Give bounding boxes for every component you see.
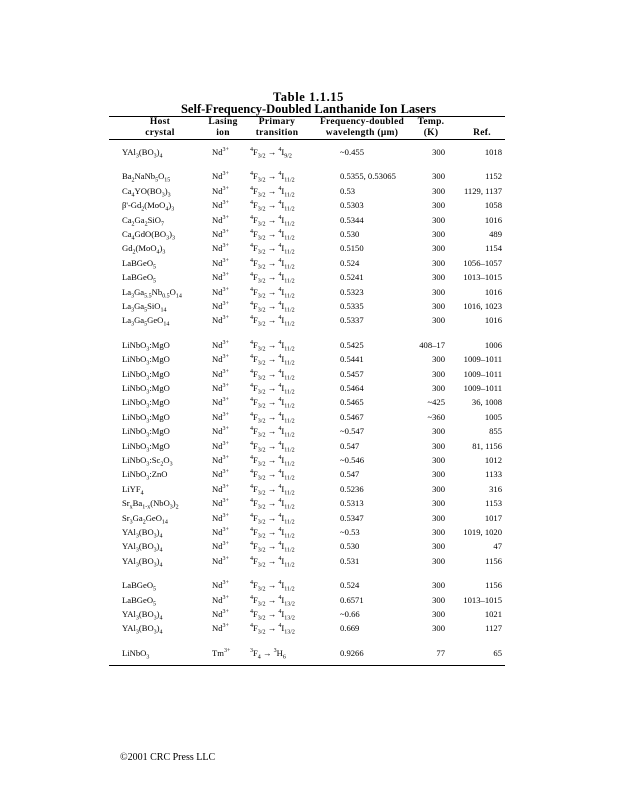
cell-transition: $^4F_{3/2} \to ^4I_{11/2}$ xyxy=(250,455,295,468)
cell-temp: 300 xyxy=(432,229,445,239)
cell-host: LiNbO$_3$:MgO xyxy=(122,368,170,382)
table-title: Self-Frequency-Doubled Lanthanide Ion Lasers xyxy=(180,102,436,116)
cell-host: $YAl_3(BO_3)_4$ xyxy=(122,541,163,555)
cell-wavelength: 0.524 xyxy=(340,580,360,591)
cell-ion: $Nd^{3+}$ xyxy=(212,368,229,379)
table-row xyxy=(0,468,617,483)
cell-wavelength: 0.5344 xyxy=(340,214,364,225)
table-row xyxy=(0,440,617,452)
cell-ion: $Nd^{3+}$ xyxy=(212,286,229,297)
cell-host: $YAl_3(BO_3)_4$ xyxy=(122,609,163,622)
cell-transition: $^4F_{3/2} \to ^4I_{11/2}$ xyxy=(250,580,295,593)
cell-ion: $Nd^{3+}$ xyxy=(212,455,229,465)
table-row xyxy=(0,228,617,240)
cell-wavelength: 0.5355, 0.53065 xyxy=(340,171,396,182)
cell-ion: $Nd^{3+}$ xyxy=(212,214,229,225)
cell-ref: 1156 xyxy=(485,580,502,591)
cell-transition: $^4F_{3/2} \to ^4I_{11/2}$ xyxy=(250,354,295,367)
cell-temp: 300 xyxy=(432,426,445,437)
cell-host: $Ca_4GdO(BO_3)_3$ xyxy=(122,229,175,242)
cell-temp: 300 xyxy=(432,147,445,157)
table-row xyxy=(0,146,617,158)
cell-ref: 1016, 1023 xyxy=(463,301,502,311)
cell-ref: 1016 xyxy=(484,214,502,225)
cell-transition: $^4F_{3/2} \to ^4I_{11/2}$ xyxy=(250,426,295,439)
cell-wavelength: 0.547 xyxy=(340,440,360,451)
cell-transition: $^4F_{3/2} \to ^4I_{11/2}$ xyxy=(250,171,295,185)
cell-temp: 300 xyxy=(432,541,445,552)
cell-wavelength: 0.5313 xyxy=(340,498,364,509)
cell-wavelength: 0.669 xyxy=(340,623,360,634)
cell-temp: 300 xyxy=(432,594,445,605)
cell-temp: 300 xyxy=(432,257,445,268)
cell-ref: 1017 xyxy=(484,512,502,523)
table-row xyxy=(0,594,617,606)
cell-ref: 1154 xyxy=(485,243,502,254)
cell-temp: 300 xyxy=(432,214,445,225)
cell-transition: $^4F_{3/2} \to ^4I_{11/2}$ xyxy=(250,397,295,411)
cell-host: LiYF$_4$ xyxy=(122,483,144,497)
table-row xyxy=(0,271,617,283)
cell-host: $La_3Ga_5GeO_{14}$ xyxy=(122,315,170,329)
cell-host: LaBGeO$_5$ xyxy=(122,257,157,271)
cell-host: LiNbO$_3$:ZnO xyxy=(122,469,168,483)
cell-ref: 1009–1011 xyxy=(463,383,502,393)
cell-host: LaBGeO$_5$ xyxy=(122,580,157,593)
cell-transition: $^4F_{3/2} \to ^4I_{11/2}$ xyxy=(250,315,295,329)
cell-ion: $Nd^{3+}$ xyxy=(212,229,229,239)
table-row xyxy=(0,382,617,394)
cell-transition: $^4F_{3/2} \to ^4I_{11/2}$ xyxy=(250,555,295,569)
table-row xyxy=(0,425,617,437)
cell-transition: $^4F_{3/2} \to ^4I_{11/2}$ xyxy=(250,368,295,382)
cell-ref: 316 xyxy=(489,483,502,494)
cell-ref: 1153 xyxy=(485,498,502,509)
cell-transition: $^4F_{3/2} \to ^4I_{11/2}$ xyxy=(250,483,295,497)
table-row xyxy=(0,300,617,312)
cell-transition: $^4F_{3/2} \to ^4I_{11/2}$ xyxy=(250,440,295,454)
cell-ion: $Nd^{3+}$ xyxy=(212,555,229,566)
cell-temp: 300 xyxy=(432,498,445,509)
cell-wavelength: 0.524 xyxy=(340,257,360,268)
cell-host: $Ca_2Ga_2SiO_7$ xyxy=(122,214,164,228)
cell-ion: $Nd^{3+}$ xyxy=(212,411,229,422)
cell-transition: $^4F_{3/2} \to ^4I_{11/2}$ xyxy=(250,541,295,555)
cell-temp: 300 xyxy=(432,315,445,326)
cell-ion: $Nd^{3+}$ xyxy=(212,512,229,523)
cell-host: LaBGeO$_5$ xyxy=(122,272,157,285)
cell-transition: $^4F_{3/2} \to ^4I_{9/2}$ xyxy=(250,147,292,160)
cell-ref: 1152 xyxy=(485,171,502,182)
cell-transition: $^4F_{3/2} \to ^4I_{11/2}$ xyxy=(250,383,295,396)
cell-wavelength: 0.5337 xyxy=(340,315,364,326)
cell-ref: 1019, 1020 xyxy=(463,527,502,537)
cell-wavelength: ~0.66 xyxy=(340,609,360,619)
cell-ion: $Nd^{3+}$ xyxy=(212,200,229,211)
cell-temp: 300 xyxy=(432,185,445,196)
cell-host: LaBGeO$_5$ xyxy=(122,594,157,608)
header-ref-line1: Ref. xyxy=(473,128,491,138)
cell-transition: $^4F_{3/2} \to ^4I_{11/2}$ xyxy=(250,286,295,300)
cell-ref: 81, 1156 xyxy=(472,440,502,451)
header-wavelength xyxy=(312,117,412,139)
header-transition-line2: transition xyxy=(255,128,299,138)
cell-wavelength: 0.5441 xyxy=(340,354,364,365)
header-temp-line1: Temp. xyxy=(417,117,445,127)
cell-wavelength: 0.9266 xyxy=(340,647,364,658)
header-temp xyxy=(406,117,456,139)
cell-transition: $^4F_{3/2} \to ^4I_{11/2}$ xyxy=(250,339,295,353)
header-wavelength-line1: Frequency-doubled xyxy=(319,117,405,127)
cell-temp: 300 xyxy=(432,440,445,451)
cell-host: LiNbO$_3$ xyxy=(122,647,150,661)
cell-transition: $^4F_{3/2} \to ^4I_{11/2}$ xyxy=(250,243,295,257)
cell-transition: $^4F_{3/2} \to ^4I_{11/2}$ xyxy=(250,527,295,540)
cell-temp: 408–17 xyxy=(419,339,445,350)
cell-host: $\beta'-Gd_2(MoO_4)_3$ xyxy=(122,200,175,213)
cell-wavelength: 0.5335 xyxy=(340,301,364,311)
table-row xyxy=(0,512,617,524)
cell-wavelength: 0.5241 xyxy=(340,272,364,283)
table-row xyxy=(0,411,617,423)
table-row xyxy=(0,314,617,329)
cell-temp: ~360 xyxy=(427,411,445,422)
table-row xyxy=(0,483,617,495)
cell-ion: $Nd^{3+}$ xyxy=(212,339,229,350)
cell-wavelength: 0.5467 xyxy=(340,411,364,422)
header-host-line2: crystal xyxy=(145,128,175,138)
table-row xyxy=(0,286,617,298)
cell-host: $Sr_3Ga_2GeO_{14}$ xyxy=(122,512,168,526)
cell-host: LiNbO$_3$:MgO xyxy=(122,339,170,353)
cell-transition: $^4F_{3/2} \to ^4I_{11/2}$ xyxy=(250,498,295,511)
cell-wavelength: 0.530 xyxy=(340,229,360,239)
cell-ref: 1016 xyxy=(484,286,502,297)
cell-ref: 1009–1011 xyxy=(463,354,502,365)
cell-wavelength: ~0.547 xyxy=(340,426,364,437)
cell-temp: 300 xyxy=(432,512,445,523)
cell-host: LiNbO$_3$:MgO xyxy=(122,397,170,411)
cell-wavelength: 0.5347 xyxy=(340,512,364,523)
cell-wavelength: 0.53 xyxy=(340,185,356,196)
cell-host: LiNbO$_3$:MgO xyxy=(122,440,170,454)
header-temp-line2: (K) xyxy=(423,128,439,138)
table-row xyxy=(0,396,617,411)
cell-ion: $Nd^{3+}$ xyxy=(212,580,229,591)
table-row xyxy=(0,555,617,567)
cell-wavelength: 0.6571 xyxy=(340,594,364,605)
cell-ion: $Nd^{3+}$ xyxy=(212,354,229,365)
cell-temp: 300 xyxy=(432,200,445,211)
header-transition-line1: Primary xyxy=(258,117,296,127)
table-row xyxy=(0,540,617,555)
cell-ref: 1129, 1137 xyxy=(463,185,502,196)
table-row xyxy=(0,368,617,380)
cell-ion: $Nd^{3+}$ xyxy=(212,623,229,634)
cell-host: $YAl_3(BO_3)_4$ xyxy=(122,555,163,569)
cell-ion: $Nd^{3+}$ xyxy=(212,301,229,311)
cell-temp: 77 xyxy=(436,647,445,658)
cell-host: LiNbO$_3$:MgO xyxy=(122,426,170,439)
cell-wavelength: ~0.546 xyxy=(340,455,364,465)
cell-ion: $Nd^{3+}$ xyxy=(212,498,229,509)
cell-temp: ~425 xyxy=(427,397,445,408)
cell-ion: $Nd^{3+}$ xyxy=(212,147,229,157)
table-row xyxy=(0,214,617,226)
bottom-rule xyxy=(109,665,505,666)
cell-temp: 300 xyxy=(432,527,445,537)
cell-wavelength: 0.5303 xyxy=(340,200,364,211)
copyright-footer: ©2001 CRC Press LLC xyxy=(120,752,216,763)
cell-host: $Ca_4YO(BO_3)_3$ xyxy=(122,185,171,199)
header-transition xyxy=(242,117,312,139)
table-row xyxy=(0,242,617,257)
table-row xyxy=(0,497,617,509)
cell-host: LiNbO$_3$:MgO xyxy=(122,354,170,367)
cell-ref: 1016 xyxy=(484,315,502,326)
cell-temp: 300 xyxy=(432,483,445,494)
cell-wavelength: 0.5465 xyxy=(340,397,364,408)
cell-ref: 65 xyxy=(493,647,502,658)
cell-transition: $^4F_{3/2} \to ^4I_{13/2}$ xyxy=(250,609,295,622)
cell-temp: 300 xyxy=(432,171,445,182)
cell-transition: $^4F_{3/2} \to ^4I_{11/2}$ xyxy=(250,301,295,314)
table-row xyxy=(0,170,617,185)
cell-transition: $^4F_{3/2} \to ^4I_{11/2}$ xyxy=(250,512,295,526)
table-row xyxy=(0,257,617,269)
table-row xyxy=(0,185,617,197)
cell-ref: 855 xyxy=(489,426,502,437)
cell-transition: $^4F_{3/2} \to ^4I_{11/2}$ xyxy=(250,411,295,425)
cell-ref: 1013–1015 xyxy=(463,594,502,605)
header-host-line1: Host xyxy=(149,117,171,127)
cell-wavelength: 0.5457 xyxy=(340,368,364,379)
cell-wavelength: 0.5464 xyxy=(340,383,364,393)
cell-ion: $Nd^{3+}$ xyxy=(212,440,229,451)
cell-ion: $Nd^{3+}$ xyxy=(212,426,229,437)
cell-temp: 300 xyxy=(432,469,445,480)
table-row xyxy=(0,526,617,538)
cell-wavelength: 0.530 xyxy=(340,541,360,552)
cell-temp: 300 xyxy=(432,383,445,393)
cell-ref: 1021 xyxy=(484,609,502,619)
table-row xyxy=(0,353,617,365)
cell-ion: $Nd^{3+}$ xyxy=(212,257,229,268)
cell-temp: 300 xyxy=(432,354,445,365)
cell-transition: $^4F_{3/2} \to ^4I_{13/2}$ xyxy=(250,623,295,637)
cell-ion: $Nd^{3+}$ xyxy=(212,483,229,494)
cell-temp: 300 xyxy=(432,609,445,619)
cell-ref: 489 xyxy=(489,229,502,239)
cell-wavelength: 0.531 xyxy=(340,555,360,566)
cell-ref: 47 xyxy=(493,541,502,552)
table-number: Table 1.1.15 xyxy=(273,90,344,104)
cell-ion: $Nd^{3+}$ xyxy=(212,527,229,537)
cell-ion: $Nd^{3+}$ xyxy=(212,383,229,393)
cell-ion: $Nd^{3+}$ xyxy=(212,469,229,480)
cell-ion: $Nd^{3+}$ xyxy=(212,397,229,408)
cell-host: $YAl_3(BO_3)_4$ xyxy=(122,527,163,540)
cell-wavelength: ~0.455 xyxy=(340,147,364,157)
cell-wavelength: 0.5323 xyxy=(340,286,364,297)
cell-temp: 300 xyxy=(432,623,445,634)
cell-host: LiNbO$_3$:MgO xyxy=(122,383,170,396)
cell-ref: 36, 1008 xyxy=(471,397,502,408)
cell-ref: 1005 xyxy=(484,411,502,422)
cell-ref: 1133 xyxy=(485,469,502,480)
header-ref xyxy=(462,128,502,139)
cell-ion: $Nd^{3+}$ xyxy=(212,541,229,552)
cell-wavelength: ~0.53 xyxy=(340,527,360,537)
table-row xyxy=(0,608,617,620)
cell-ion: $Nd^{3+}$ xyxy=(212,185,229,196)
cell-host: $LiNbO_3:Sc_2O_3$ xyxy=(122,455,173,468)
cell-ref: 1156 xyxy=(485,555,502,566)
cell-ref: 1018 xyxy=(484,147,502,157)
table-row xyxy=(0,454,617,466)
cell-temp: 300 xyxy=(432,455,445,465)
cell-host: $Ba_2NaNb_5O_{15}$ xyxy=(122,171,171,185)
header-host xyxy=(110,117,210,139)
cell-wavelength: 0.5150 xyxy=(340,243,364,254)
table-row xyxy=(0,199,617,211)
cell-transition: $^4F_{3/2} \to ^4I_{11/2}$ xyxy=(250,200,295,213)
cell-ref: 1012 xyxy=(484,455,502,465)
cell-transition: $^4F_{3/2} \to ^4I_{11/2}$ xyxy=(250,214,295,228)
cell-temp: 300 xyxy=(432,301,445,311)
cell-host: $YAl_3(BO_3)_4$ xyxy=(122,623,163,637)
cell-host: $Gd_2(MoO_4)_3$ xyxy=(122,243,166,257)
cell-ref: 1058 xyxy=(484,200,502,211)
cell-ion: $Tm^{3+}$ xyxy=(212,647,231,658)
cell-transition: $^3F_4 \to ^3H_6$ xyxy=(250,647,286,661)
cell-transition: $^4F_{3/2} \to ^4I_{11/2}$ xyxy=(250,229,295,242)
header-ion-line1: Lasing xyxy=(208,117,238,127)
cell-temp: 300 xyxy=(432,286,445,297)
cell-host: $La_3Ga_{5.5}Nb_{0.5}O_{14}$ xyxy=(122,286,182,300)
cell-wavelength: 0.547 xyxy=(340,469,360,480)
cell-transition: $^4F_{3/2} \to ^4I_{13/2}$ xyxy=(250,594,295,608)
cell-wavelength: 0.5236 xyxy=(340,483,364,494)
cell-ref: 1127 xyxy=(485,623,502,634)
table-row xyxy=(0,579,617,591)
cell-ion: $Nd^{3+}$ xyxy=(212,272,229,283)
cell-host: LiNbO$_3$:MgO xyxy=(122,411,170,425)
cell-temp: 300 xyxy=(432,555,445,566)
cell-transition: $^4F_{3/2} \to ^4I_{11/2}$ xyxy=(250,469,295,483)
cell-transition: $^4F_{3/2} \to ^4I_{11/2}$ xyxy=(250,185,295,199)
cell-ion: $Nd^{3+}$ xyxy=(212,171,229,182)
table-row xyxy=(0,647,617,659)
table-row xyxy=(0,622,617,637)
cell-transition: $^4F_{3/2} \to ^4I_{11/2}$ xyxy=(250,257,295,271)
cell-wavelength: 0.5425 xyxy=(340,339,364,350)
cell-ref: 1013–1015 xyxy=(463,272,502,283)
cell-ion: $Nd^{3+}$ xyxy=(212,594,229,605)
cell-temp: 300 xyxy=(432,580,445,591)
cell-ref: 1056–1057 xyxy=(463,257,502,268)
cell-ion: $Nd^{3+}$ xyxy=(212,315,229,326)
cell-ion: $Nd^{3+}$ xyxy=(212,243,229,254)
cell-temp: 300 xyxy=(432,368,445,379)
header-rule xyxy=(109,139,505,140)
cell-ref: 1006 xyxy=(484,339,502,350)
cell-temp: 300 xyxy=(432,243,445,254)
cell-ref: 1009–1011 xyxy=(463,368,502,379)
header-wavelength-line2: wavelength (μm) xyxy=(325,128,399,138)
cell-host: $La_3Ga_5SiO_{14}$ xyxy=(122,301,167,314)
cell-host: $YAl_3(BO_3)_4$ xyxy=(122,147,163,160)
cell-ion: $Nd^{3+}$ xyxy=(212,609,229,619)
header-ion-line2: ion xyxy=(216,128,230,138)
cell-temp: 300 xyxy=(432,272,445,283)
cell-transition: $^4F_{3/2} \to ^4I_{11/2}$ xyxy=(250,272,295,285)
cell-host: $Sr_xBa_{1-x}(NbO_3)_2$ xyxy=(122,498,179,511)
table-row xyxy=(0,339,617,351)
